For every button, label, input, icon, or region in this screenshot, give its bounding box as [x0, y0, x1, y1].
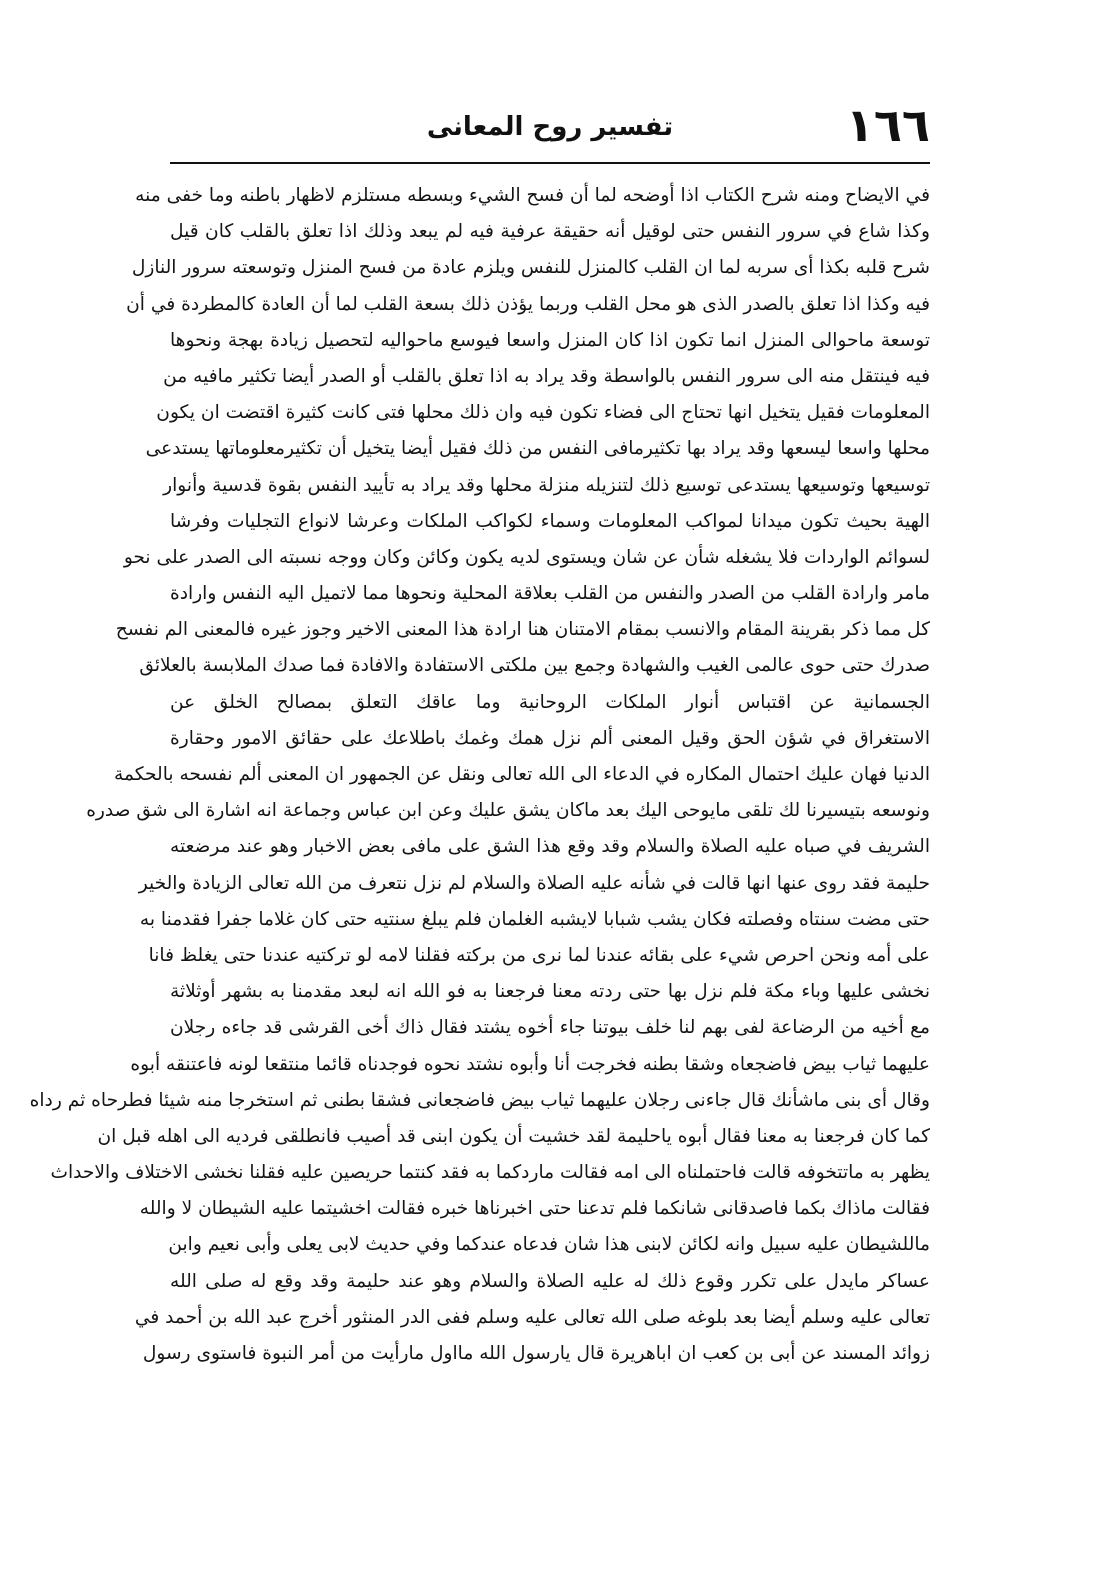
text-line: فيه فينتقل منه الى سرور النفس بالواسطة وقد يراد به اذا تعلق بالقلب أو الصدر أيضا تكثير مافيه من — [163, 365, 930, 387]
text-line: الاستغراق في شؤن الحق وقيل المعنى ألم نزل همك وغمك باطلاعك على حقائق الامور وحقارة — [170, 727, 930, 749]
text-line: يظهر به ماتتخوفه قالت فاحتملناه الى امه فقالت ماردكما به فقد كنتما حريصين عليه فقلنا نخشى الاختلاف والاحداث — [50, 1162, 930, 1184]
text-line: كما كان فرجعنا به معنا فقال أبوه ياحليمة لقد خشيت أن يكون ابنى قد أصيب فانطلقى فرديه الى اهله قبل ان — [97, 1125, 930, 1147]
text-line: مع أخيه من الرضاعة لفى بهم لنا خلف بيوتنا جاء أخوه يشتد فقال ذاك أخى القرشى قد جاءه رجلان — [170, 1017, 930, 1039]
header-rule — [170, 162, 930, 164]
text-line: توسيعها وتوسيعها يستدعى توسيع ذلك لتنزيله منزلة محلها وقد يراد به تأييد النفس بقوة قدسية وأنوار — [163, 474, 930, 496]
text-line: ماللشيطان عليه سبيل وانه لكائن لابنى هذا شان فدعاه عندكما وفي حديث لابى يعلى وأبى نعيم وابن — [168, 1234, 930, 1256]
text-line: حتى مضت سنتاه وفصلته فكان يشب شبابا لايشبه الغلمان فلم يبلغ سنتيه حتى كان غلاما جفرا فقدمنا به — [139, 908, 930, 930]
text-line: في الايضاح ومنه شرح الكتاب اذا أوضحه لما أن فسح الشيء وبسطه مستلزم لاظهار باطنه وما خفى منه — [135, 185, 930, 206]
page-number: ١٦٦ — [845, 98, 930, 152]
text-line: وكذا شاع في سرور النفس حتى لوقيل أنه حقيقة عرفية فيه لم يبعد وذلك اذا تعلق بالقلب كان قيل — [170, 221, 930, 243]
text-line: الهية بحيث تكون ميدانا لمواكب المعلومات وسماء لكواكب الملكات وعرشا لانواع التجليات وفرشا — [170, 510, 930, 532]
text-line: فيه وكذا اذا تعلق بالصدر الذى هو محل القلب وربما يؤذن ذلك بسعة القلب لما أن العادة كالمطردة في أن — [126, 293, 930, 315]
text-line: تعالى عليه وسلم أيضا بعد بلوغه صلى الله تعالى عليه وسلم ففى الدر المنثور أخرج عبد الله بن أحمد في — [134, 1306, 930, 1328]
running-title: تفسير روح المعانى — [426, 112, 674, 142]
text-line: زوائد المسند عن أبى بن كعب ان اباهريرة قال يارسول الله مااول مارأيت من أمر النبوة فاستوى رسول — [142, 1343, 930, 1364]
text-line: على أمه ونحن احرص شيء على بقائه عندنا لما نرى من بركته فقلنا لامه لو تركتيه عندنا حتى يغلظ فانا — [148, 944, 930, 966]
text-line: مامر وارادة القلب من الصدر والنفس من القلب بعلاقة المحلية ونحوها مما لاتميل اليه النفس وارادة — [170, 583, 930, 605]
page-header — [170, 95, 930, 165]
text-line: وقال أى بنى ماشأنك قال جاءنى رجلان عليهما ثياب بيض فاضجعانى فشقا بطنى ثم استخرجا منه شيئا فطرحاه ثم رداه — [29, 1089, 930, 1111]
text-line: عساكر مايدل على تكرر وقوع ذلك له عليه الصلاة والسلام وهو عند حليمة وقد وقع له صلى الله — [170, 1270, 930, 1292]
text-line: الشريف في صباه عليه الصلاة والسلام وقد وقع هذا الشق على مافى بعض الاخبار وهو عند مرضعته — [170, 836, 930, 858]
text-line: الدنيا فهان عليك احتمال المكاره في الدعاء الى الله تعالى ونقل عن الجمهور ان المعنى ألم نفسحه بالحكمة — [114, 764, 930, 785]
text-line: المعلومات فقيل يتخيل انها تحتاج الى فضاء تكون فيه وان ذلك محلها فتى كانت كثيرة اقتضت ان يكون — [156, 402, 930, 424]
text-line: كل مما ذكر بقرينة المقام والانسب بمقام الامتنان هنا ارادة هذا المعنى الاخير وجوز غيره فالمعنى الم نفسح — [115, 619, 930, 641]
text-line: عليهما ثياب بيض فاضجعاه وشقا بطنه فخرجت أنا وأبوه نشتد نحوه فوجدناه قائما منتقعا لونه فاعتنقه أبوه — [130, 1053, 930, 1075]
text-line: الجسمانية عن اقتباس أنوار الملكات الروحانية وما عاقك التعلق بمصالح الخلق عن — [170, 691, 930, 713]
text-line: لسوائم الواردات فلا يشغله شأن عن شان ويستوى لديه يكون وكائن وكان ووجه نسبته الى الصدر على نحو — [123, 546, 930, 568]
text-line: توسعة ماحوالى المنزل انما تكون اذا كان المنزل واسعا فيوسع ماحواليه لتحصيل زيادة بهجة ونحوها — [170, 329, 930, 351]
text-line: نخشى عليها وباء مكة فلم نزل بها حتى ردته معنا فرجعنا به فو الله انه لبعد مقدمنا به بشهر أوثلاثة — [170, 981, 930, 1003]
text-line: ونوسعه بتيسيرنا لك تلقى مايوحى اليك بعد ماكان يشق عليك وعن ابن عباس وجماعة انه اشارة الى شق صدره — [86, 800, 930, 822]
text-line: شرح قلبه بكذا أى سربه لما ان القلب كالمنزل للنفس ويلزم عادة من فسح المنزل وتوسعته سرور النازل — [131, 257, 930, 279]
text-line: محلها واسعا ليسعها وقد يراد بها تكثيرمافى النفس من ذلك فقيل أيضا يتخيل أن تكثيرمعلوماتها يستدعى — [145, 438, 930, 460]
text-line: حليمة فقد روى عنها انها قالت في شأنه عليه الصلاة والسلام لم نزل نتعرف من الله تعالى الزيادة والخير — [138, 872, 930, 894]
text-line: صدرك حتى حوى عالمى الغيب والشهادة وجمع بين ملكتى الاستفادة والافادة فما صدك الملابسة بالعلائق — [139, 655, 930, 677]
body-text — [29, 178, 930, 1478]
text-line: فقالت ماذاك بكما فاصدقانى شانكما فلم تدعنا حتى اخبرناها خبره فقالت اخشيتما عليه الشيطان لا والله — [139, 1198, 930, 1220]
